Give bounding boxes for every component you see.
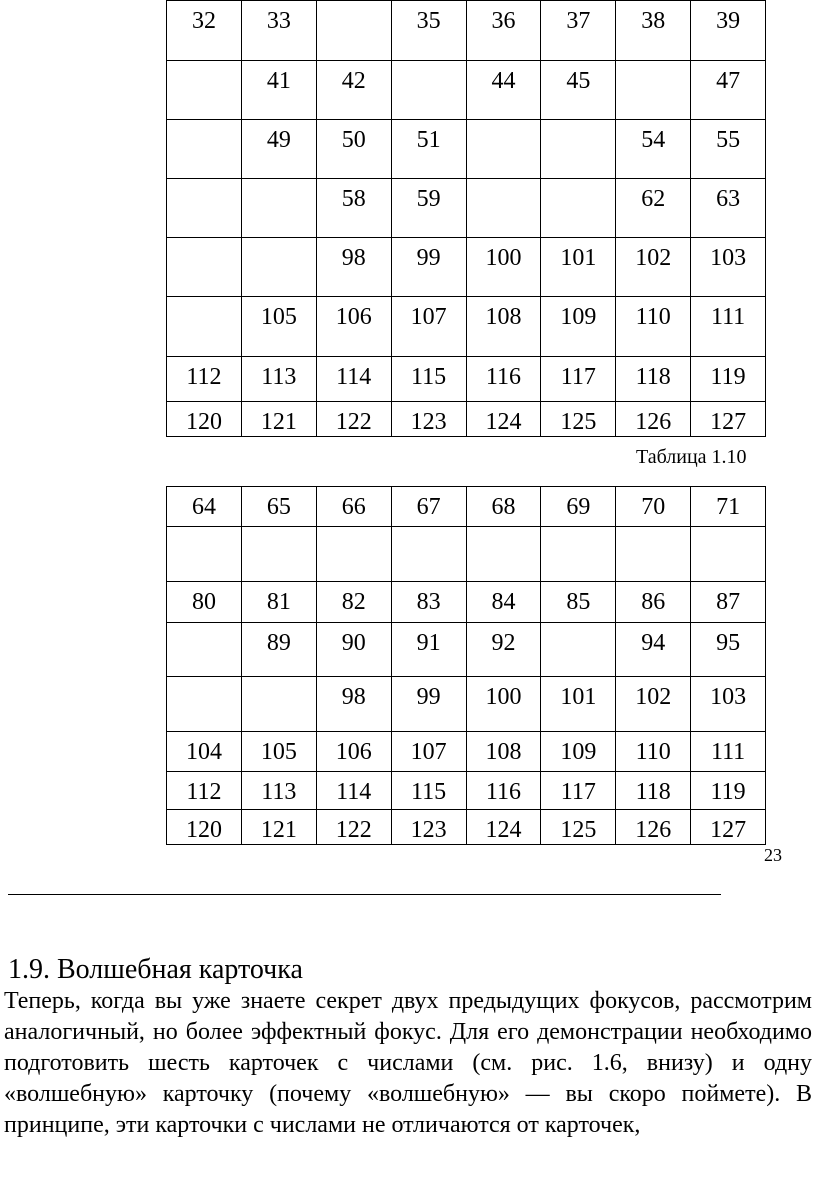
table-cell [616,677,691,732]
cell-value: 121 [260,409,297,435]
cell-value: 126 [635,817,672,843]
cell-value: 102 [635,684,672,710]
cell-value: 49 [266,127,291,153]
cell-value: 118 [635,779,671,805]
table-cell [391,527,466,582]
cell-value: 113 [261,779,297,805]
table-cell [167,61,242,120]
table-cell [691,732,766,772]
table-cell [316,732,391,772]
table-cell [241,732,316,772]
cell-value: 89 [266,630,291,656]
table-cell [466,527,541,582]
cell-value: 106 [335,739,372,765]
table-cell [316,61,391,120]
table-cell [241,120,316,179]
cell-value: 119 [710,364,746,390]
cell-value: 115 [411,779,447,805]
table-cell [391,677,466,732]
table-row [167,61,766,120]
table-cell [541,238,616,297]
table-cell [391,487,466,527]
table-cell [541,357,616,402]
table-cell [541,179,616,238]
table-cell [241,582,316,623]
cell-value: 105 [260,739,297,765]
cell-value: 113 [261,364,297,390]
table-cell [167,402,242,437]
table-cell [691,179,766,238]
cell-value: 54 [641,127,666,153]
cell-value: 124 [485,409,522,435]
table-cell [691,623,766,677]
table-cell [241,772,316,810]
cell-value: 86 [641,589,666,615]
table-cell [167,357,242,402]
cell-value: 81 [266,589,291,615]
table-cell [316,527,391,582]
table-row [167,179,766,238]
cell-value: 98 [341,245,366,271]
cell-value: 114 [336,364,372,390]
table-cell [167,1,242,61]
table-cell [241,487,316,527]
table-cell [391,1,466,61]
table-cell [541,582,616,623]
table-cell [391,357,466,402]
table-cell [167,527,242,582]
table-cell [541,402,616,437]
table-cell [616,732,691,772]
table-cell [391,179,466,238]
cell-value: 116 [485,779,521,805]
cell-value: 106 [335,304,372,330]
table-row [167,120,766,179]
table-cell [316,623,391,677]
table-cell [466,487,541,527]
table-cell [466,677,541,732]
cell-value: 35 [416,8,441,34]
table-cell [167,623,242,677]
table-cell [691,402,766,437]
table-cell [466,120,541,179]
cell-value: 103 [710,245,747,271]
table-cell [316,238,391,297]
cell-value: 127 [710,409,747,435]
cell-value: 125 [560,817,597,843]
table-cell [167,772,242,810]
table-cell [316,1,391,61]
cell-value: 120 [185,817,222,843]
table-cell [541,120,616,179]
table-cell [541,61,616,120]
table-cell [167,582,242,623]
table-cell [167,179,242,238]
table-cell [316,297,391,357]
table-cell [466,1,541,61]
table-row [167,772,766,810]
cell-value: 115 [411,364,447,390]
cell-value: 99 [416,684,441,710]
cell-value: 65 [266,494,291,520]
cell-value: 110 [635,739,671,765]
cell-value: 98 [341,684,366,710]
cell-value: 118 [635,364,671,390]
table-cell [691,810,766,845]
table-cell [167,238,242,297]
cell-value: 69 [566,494,591,520]
table-cell [616,582,691,623]
table-cell [616,810,691,845]
table-cell [691,582,766,623]
cell-value: 66 [341,494,366,520]
table-cell [616,772,691,810]
table-cell [691,238,766,297]
table-cell [691,772,766,810]
table-cell [616,297,691,357]
table-cell [391,623,466,677]
cell-value: 59 [416,186,441,212]
table-cell [466,297,541,357]
cell-value: 70 [641,494,666,520]
table-cell [466,238,541,297]
cell-value: 39 [716,8,741,34]
cell-value: 114 [336,779,372,805]
cell-value: 121 [260,817,297,843]
table-row [167,527,766,582]
cell-value: 42 [341,68,366,94]
cell-value: 119 [710,779,746,805]
cell-value: 64 [191,494,216,520]
table-cell [616,61,691,120]
cell-value: 124 [485,817,522,843]
table-cell [316,120,391,179]
cell-value: 116 [485,364,521,390]
table-caption: Таблица 1.10 [636,446,747,468]
cell-value: 92 [491,630,516,656]
table-cell [167,810,242,845]
table-row [167,357,766,402]
cell-value: 36 [491,8,516,34]
table-cell [316,582,391,623]
paragraph: Теперь, когда вы уже знаете секрет двух предыдущих фокусов, рассмотрим аналогичный, но более эффектный фокус. Для его демонстрации необходимо подготовить шесть карточек с числами (см. рис. 1.6, внизу) и одну «волшебную» карточку (почему «волшебную» — вы скоро поймете). В принципе, эти карточки с числами не отличаются от карточек, [4,988,812,1138]
body-text [4,986,812,1141]
table-cell [691,487,766,527]
cell-value: 117 [560,779,596,805]
cell-value: 110 [635,304,671,330]
table-cell [391,402,466,437]
cell-value: 71 [716,494,741,520]
table-cell [391,238,466,297]
cell-value: 103 [710,684,747,710]
cell-value: 62 [641,186,666,212]
table-cell [541,487,616,527]
table-cell [691,1,766,61]
cell-value: 58 [341,186,366,212]
table-cell [391,810,466,845]
cell-value: 125 [560,409,597,435]
cell-value: 122 [335,409,372,435]
table-cell [316,772,391,810]
table-cell [466,732,541,772]
table-cell [466,61,541,120]
cell-value: 101 [560,684,597,710]
number-table-bottom [166,486,766,845]
table-cell [391,120,466,179]
table-cell [541,732,616,772]
table-cell [241,357,316,402]
table-cell [391,297,466,357]
table-cell [616,238,691,297]
table-cell [167,732,242,772]
cell-value: 117 [560,364,596,390]
cell-value: 126 [635,409,672,435]
table-cell [691,120,766,179]
cell-value: 90 [341,630,366,656]
cell-value: 123 [410,817,447,843]
table-cell [241,297,316,357]
cell-value: 63 [716,186,741,212]
table-cell [241,810,316,845]
table-cell [391,61,466,120]
table-cell [466,357,541,402]
cell-value: 51 [416,127,441,153]
table-cell [316,179,391,238]
table-cell [616,487,691,527]
table-cell [466,179,541,238]
cell-value: 44 [491,68,516,94]
table-cell [541,623,616,677]
table-cell [167,677,242,732]
table-cell [616,623,691,677]
cell-value: 99 [416,245,441,271]
table-cell [241,179,316,238]
table-cell [541,810,616,845]
table-cell [616,1,691,61]
table-cell [167,297,242,357]
table-cell [241,238,316,297]
table-cell [241,623,316,677]
table-cell [466,810,541,845]
table-cell [616,402,691,437]
cell-value: 82 [341,589,366,615]
table-row [167,297,766,357]
table-cell [466,772,541,810]
table-cell [616,527,691,582]
cell-value: 100 [485,245,522,271]
section-heading: 1.9. Волшебная карточка [8,954,303,985]
cell-value: 80 [191,589,216,615]
cell-value: 122 [335,817,372,843]
table-cell [541,677,616,732]
cell-value: 55 [716,127,741,153]
table-cell [316,357,391,402]
table-cell [616,357,691,402]
table-cell [541,1,616,61]
table-cell [691,61,766,120]
table-row [167,487,766,527]
table-cell [541,527,616,582]
table-cell [391,772,466,810]
table-cell [316,487,391,527]
table-cell [616,179,691,238]
cell-value: 101 [560,245,597,271]
table-cell [541,772,616,810]
page-number: 23 [764,845,782,865]
table-row [167,238,766,297]
cell-value: 50 [341,127,366,153]
table-cell [316,810,391,845]
cell-value: 38 [641,8,666,34]
cell-value: 91 [416,630,441,656]
table-cell [241,677,316,732]
number-table-top-body [167,1,766,437]
cell-value: 112 [186,779,222,805]
table-row [167,402,766,437]
cell-value: 120 [185,409,222,435]
cell-value: 67 [416,494,441,520]
cell-value: 105 [260,304,297,330]
table-cell [167,120,242,179]
cell-value: 109 [560,739,597,765]
table-cell [241,1,316,61]
cell-value: 94 [641,630,666,656]
table-cell [241,527,316,582]
cell-value: 109 [560,304,597,330]
table-cell [466,582,541,623]
cell-value: 47 [716,68,741,94]
cell-value: 83 [416,589,441,615]
cell-value: 41 [266,68,291,94]
cell-value: 45 [566,68,591,94]
number-table-top [166,0,766,437]
table-cell [316,402,391,437]
cell-value: 111 [710,739,746,765]
table-cell [691,677,766,732]
table-cell [391,732,466,772]
table-cell [167,487,242,527]
cell-value: 68 [491,494,516,520]
table-row [167,1,766,61]
cell-value: 33 [266,8,291,34]
cell-value: 32 [191,8,216,34]
cell-value: 84 [491,589,516,615]
cell-value: 108 [485,739,522,765]
table-row [167,623,766,677]
cell-value: 102 [635,245,672,271]
table-cell [691,357,766,402]
table-cell [466,623,541,677]
cell-value: 127 [710,817,747,843]
table-cell [391,582,466,623]
cell-value: 104 [185,739,222,765]
table-cell [616,120,691,179]
table-row [167,732,766,772]
table-row [167,677,766,732]
table-cell [466,402,541,437]
cell-value: 107 [410,304,447,330]
cell-value: 85 [566,589,591,615]
table-cell [241,402,316,437]
cell-value: 112 [186,364,222,390]
cell-value: 123 [410,409,447,435]
number-table-bottom-body [167,487,766,845]
cell-value: 100 [485,684,522,710]
cell-value: 111 [710,304,746,330]
cell-value: 107 [410,739,447,765]
cell-value: 37 [566,8,591,34]
cell-value: 95 [716,630,741,656]
table-cell [241,61,316,120]
table-cell [691,297,766,357]
table-cell [541,297,616,357]
table-row [167,810,766,845]
cell-value: 87 [716,589,741,615]
table-row [167,582,766,623]
table-cell [316,677,391,732]
table-cell [691,527,766,582]
horizontal-rule [8,894,721,895]
cell-value: 108 [485,304,522,330]
